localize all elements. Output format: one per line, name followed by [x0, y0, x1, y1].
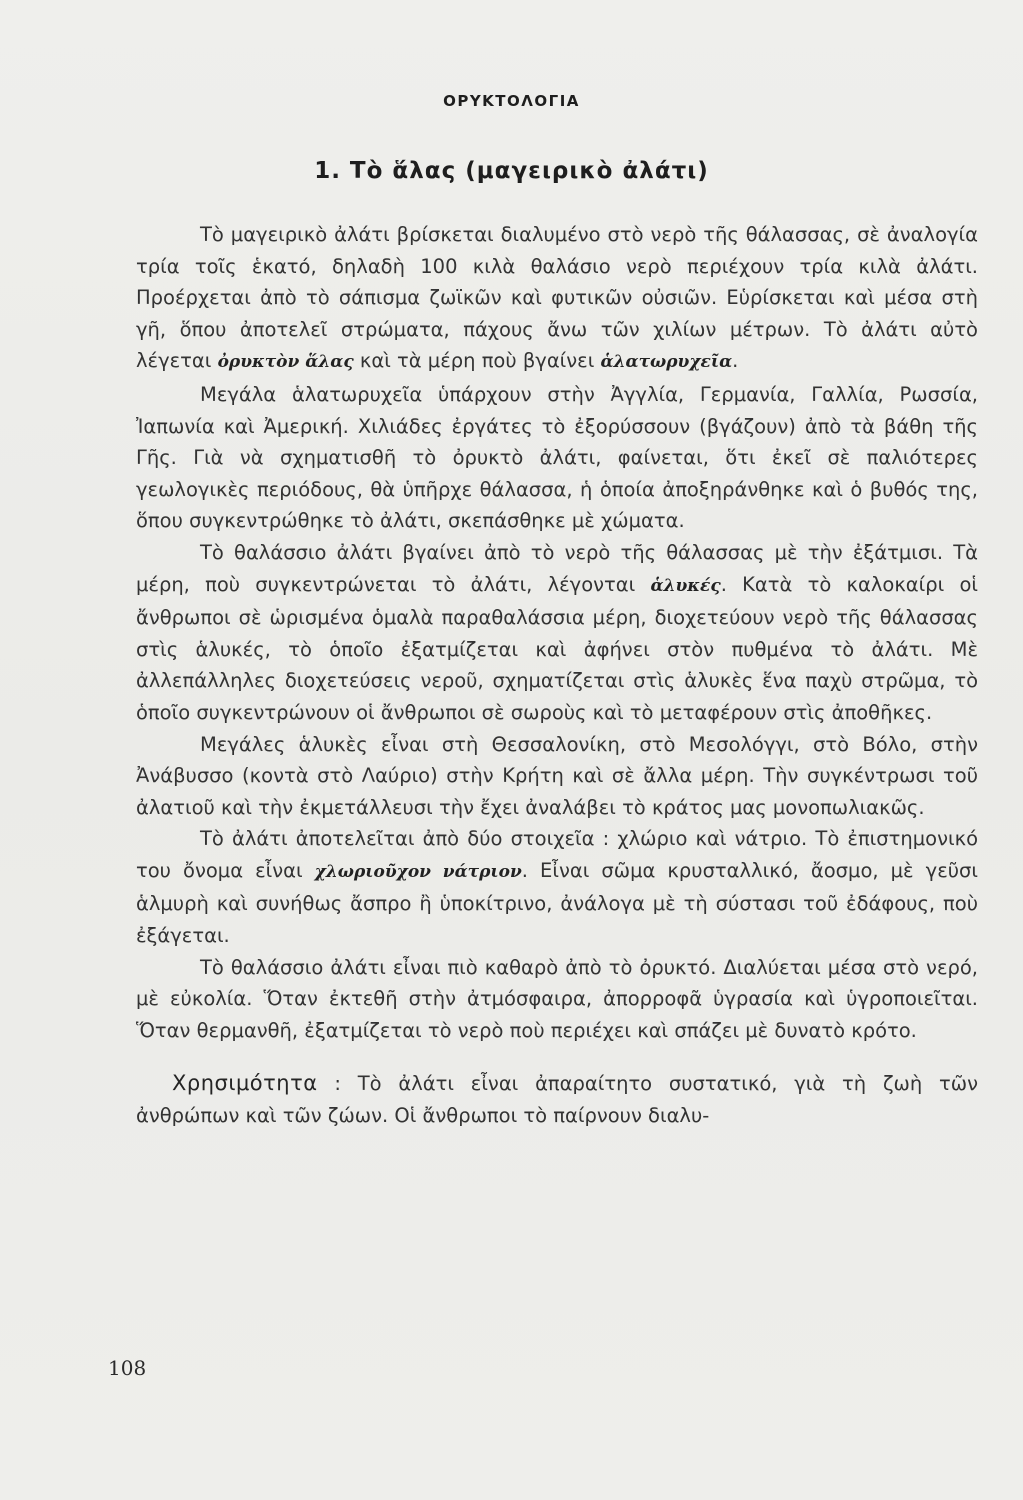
running-head: ΟΡΥΚΤΟΛΟΓΙΑ	[443, 92, 580, 110]
paragraph-2: Μεγάλα ἁλατωρυχεῖα ὑπάρχουν στὴν Ἀγγλία, Γερμανία, Γαλλία, Ρωσσία, Ἰαπωνία καὶ Ἀμερική. Χιλιάδες ἐργάτες τὸ ἐξορύσσουν (βγάζουν) ἀπὸ τὰ βάθη τῆς Γῆς. Γιὰ νὰ σχηματισθῆ τὸ ὀρυκτὸ ἀλάτι, φαίνεται, ὅτι ἐκεῖ σὲ παλιότερες γεωλογικὲς περιόδους, θὰ ὑπῆρχε θάλασσα, ἡ ὁποία ἀποξηράνθηκε καὶ ὁ βυθός της, ὅπου συγκεντρώθηκε τὸ ἀλάτι, σκεπάσθηκε μὲ χώματα.	[136, 382, 978, 533]
paragraph-1: Τὸ μαγειρικὸ ἀλάτι βρίσκεται διαλυμένο στὸ νερὸ τῆς θάλασσας, σὲ ἀναλογία τρία τοῖς ἑκατό, δηλαδὴ 100 κιλὰ θαλάσιο νερὸ περιέχουν τρία κιλὰ ἀλάτι. Προέρχεται ἀπὸ τὸ σάπισμα ζωϊκῶν καὶ φυτικῶν οὐσιῶν. Εὑρίσκεται καὶ μέσα στὴ γῆ, ὅπου ἀποτελεῖ στρώματα, πάχους ἄνω τῶν χιλίων μέτρων. Τὸ ἀλάτι αὐτὸ λέγεται ὀρυκτὸν ἅλας καὶ τὰ μέρη ποὺ βγαίνει ἁλατωρυχεῖα.	[136, 223, 978, 373]
paragraph-5: Τὸ ἀλάτι ἀποτελεῖται ἀπὸ δύο στοιχεῖα : χλώριο καὶ νάτριο. Τὸ ἐπιστημονικό του ὄνομα εἶναι χλωριοῦχον νάτριον. Εἶναι σῶμα κρυσταλλικό, ἄοσμο, μὲ γεῦσι ἁλμυρὴ καὶ συνήθως ἄσπρο ἢ ὑποκίτρινο, ἀνάλογα μὲ τὴ σύστασι τοῦ ἐδάφους, ποὺ ἐξάγεται.	[136, 827, 978, 948]
term-alatoryxeia: ἁλατωρυχεῖα	[600, 352, 733, 373]
paragraph-3: Τὸ θαλάσσιο ἀλάτι βγαίνει ἀπὸ τὸ νερὸ τῆς θάλασσας μὲ τὴν ἐξάτμισι. Τὰ μέρη, ποὺ συγκεντρώνεται τὸ ἀλάτι, λέγονται ἁλυκές. Κατὰ τὸ καλοκαίρι οἱ ἄνθρωποι σὲ ὡρισμένα ὁμαλὰ παραθαλάσσια μέρη, διοχετεύουν νερὸ τῆς θάλασσας στὶς ἁλυκές, τὸ ὁποῖο ἐξατμίζεται καὶ ἀφήνει στὸν πυθμένα τὸ ἀλάτι. Μὲ ἀλλεπάλληλες διοχετεύσεις νεροῦ, σχηματίζεται στὶς ἁλυκὲς ἕνα παχὺ στρῶμα, τὸ ὁποῖο συγκεντρώνουν οἱ ἄνθρωποι σὲ σωροὺς καὶ τὸ μεταφέρουν στὶς ἀποθῆκες.	[136, 540, 978, 724]
paragraph-6: Τὸ θαλάσσιο ἀλάτι εἶναι πιὸ καθαρὸ ἀπὸ τὸ ὀρυκτό. Διαλύεται μέσα στὸ νερό, μὲ εὐκολία. Ὅταν ἐκτεθῆ στὴν ἀτμόσφαιρα, ἀπορροφᾶ ὑγρασία καὶ ὑγροποιεῖται. Ὅταν θερμανθῆ, ἐξατμίζεται τὸ νερὸ ποὺ περιέχει καὶ σπάζει μὲ δυνατὸ κρότο.	[136, 955, 978, 1042]
body-text	[136, 219, 978, 1132]
usage-heading: Χρησιμότητα	[172, 1071, 318, 1096]
usage-paragraph: Χρησιμότητα : Τὸ ἀλάτι εἶναι ἀπαραίτητο συστατικό, γιὰ τὴ ζωὴ τῶν ἀνθρώπων καὶ τῶν ζώων. Οἱ ἄνθρωποι τὸ παίρνουν διαλυ-	[136, 1071, 978, 1128]
term-oryktos-alas: ὀρυκτὸν ἅλας	[217, 352, 354, 373]
page-number: 108	[108, 1356, 147, 1380]
term-alykes: ἁλυκές	[650, 575, 721, 596]
section-title: 1. Τὸ ἅλας (μαγειρικὸ ἀλάτι)	[314, 158, 709, 184]
term-chloriouchon-natrion: χλωριοῦχον νάτριον	[314, 861, 522, 882]
paragraph-4: Μεγάλες ἁλυκὲς εἶναι στὴ Θεσσαλονίκη, στὸ Μεσολόγγι, στὸ Βόλο, στὴν Ἀνάβυσσο (κοντὰ στὸ Λαύριο) στὴν Κρήτη καὶ σὲ ἄλλα μέρη. Τὴν συγκέντρωσι τοῦ ἀλατιοῦ καὶ τὴν ἐκμετάλλευσι τὴν ἔχει ἀναλάβει τὸ κράτος μας μονοπωλιακῶς.	[136, 732, 978, 819]
